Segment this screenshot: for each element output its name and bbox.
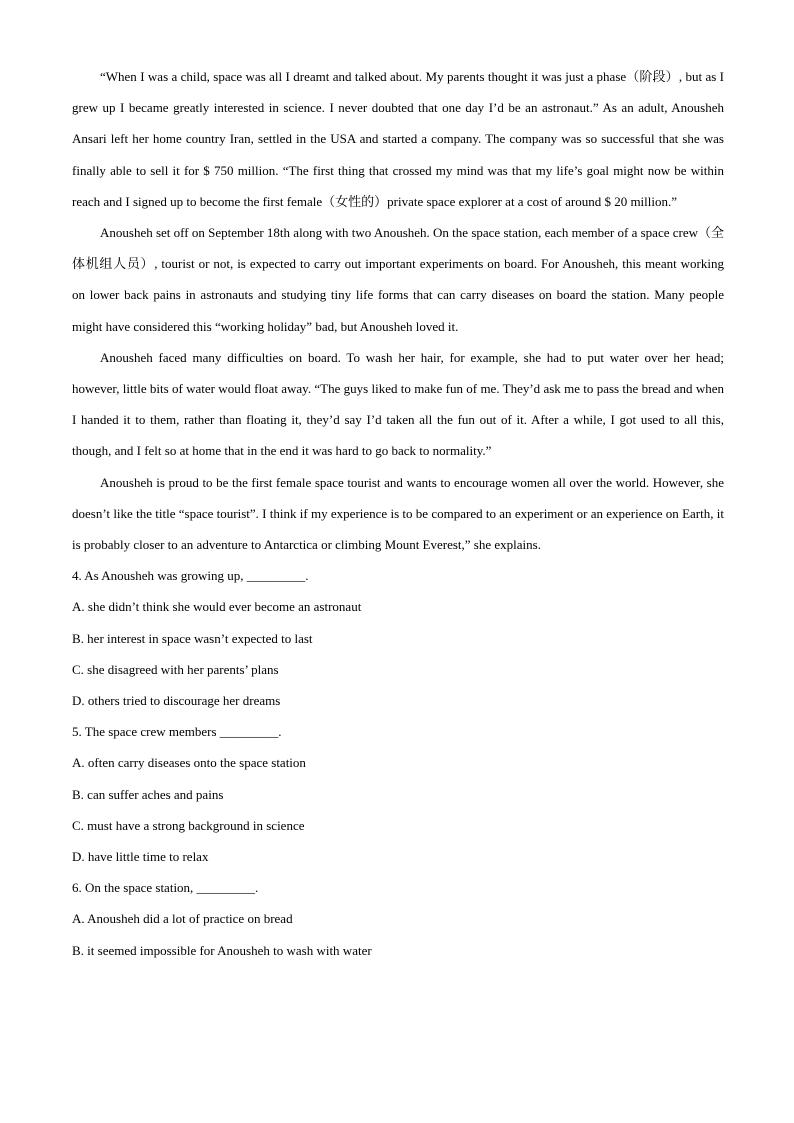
option-b: B. can suffer aches and pains [72, 786, 224, 802]
option-c: C. she disagreed with her parents’ plans [72, 661, 279, 677]
option-b: B. it seemed impossible for Anousheh to wash with water [72, 942, 372, 958]
reading-passage [72, 61, 724, 560]
option-a: A. she didn’t think she would ever become an astronaut [72, 599, 362, 615]
question-stem: 5. The space crew members _________. [72, 724, 282, 740]
document-page [72, 61, 724, 966]
question-list [72, 560, 724, 966]
option-a: A. Anousheh did a lot of practice on bread [72, 911, 293, 927]
option-b: B. her interest in space wasn’t expected to last [72, 630, 313, 646]
question-5 [72, 716, 724, 872]
passage-paragraph-1: “When I was a child, space was all I dreamt and talked about. My parents thought it was just a phase（阶段）, but as I grew up I became greatly interested in science. I never doubted that one day I’d be an astronaut.” As an adult, Anousheh Ansari left her home country Iran, settled in the USA and started a company. The company was so successful that she was finally able to sell it for $ 750 million. “The first thing that crossed my mind was that my life’s goal might now be within reach and I signed up to become the first female（女性的）private space explorer at a cost of around $ 20 million.” [72, 69, 724, 209]
option-d: D. others tried to discourage her dreams [72, 693, 281, 709]
option-d: D. have little time to relax [72, 849, 209, 865]
question-4 [72, 560, 724, 716]
passage-paragraph-2: Anousheh set off on September 18th along with two Anousheh. On the space station, each member of a space crew（全体机组人员）, tourist or not, is expected to carry out important experiments on board. For Anousheh, this meant working on lower back pains in astronauts and studying tiny life forms that can carry diseases on board the station. Many people might have considered this “working holiday” bad, but Anousheh loved it. [72, 225, 724, 334]
passage-paragraph-3: Anousheh faced many difficulties on board. To wash her hair, for example, she had to put water over her head; however, little bits of water would float away. “The guys liked to make fun of me. They’d ask me to pass the bread and when I handed it to them, rather than floating it, they’d say I’d taken all the fun out of it. After a while, I got used to all this, though, and I felt so at home that in the end it was hard to go back to normality.” [72, 349, 724, 459]
question-stem: 4. As Anousheh was growing up, _________. [72, 568, 309, 584]
question-stem: 6. On the space station, _________. [72, 880, 259, 896]
option-a: A. often carry diseases onto the space station [72, 755, 306, 771]
option-c: C. must have a strong background in science [72, 817, 305, 833]
question-6 [72, 872, 724, 966]
passage-paragraph-4: Anousheh is proud to be the first female space tourist and wants to encourage women all over the world. However, she doesn’t like the title “space tourist”. I think if my experience is to be compared to an experiment or an experience on Earth, it is probably closer to an adventure to Antarctica or climbing Mount Everest,” she explains. [72, 474, 724, 553]
